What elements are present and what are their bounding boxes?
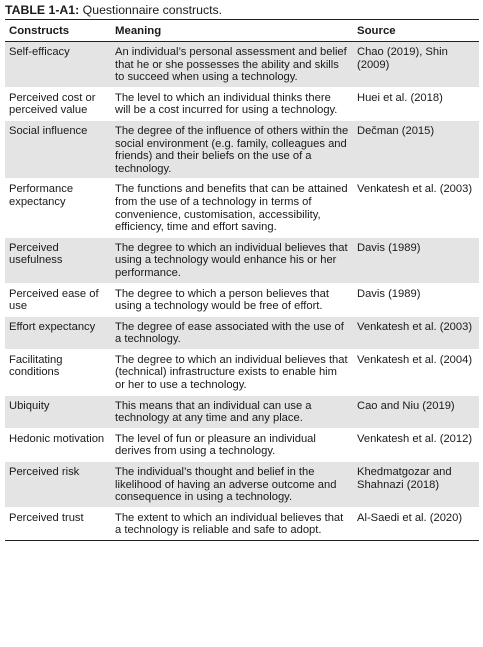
table-caption bbox=[5, 3, 480, 19]
table-row bbox=[5, 507, 479, 540]
construct-cell: Facilitating conditions bbox=[5, 349, 111, 395]
meaning-cell: An individual’s personal assessment and belief that he or she possesses the ability and skills to succeed when using a technology. bbox=[111, 42, 353, 88]
meaning-cell: The level of fun or pleasure an individual derives from using a technology. bbox=[111, 428, 353, 461]
source-cell: Chao (2019), Shin (2009) bbox=[353, 42, 479, 88]
meaning-cell: The individual’s thought and belief in the likelihood of having an adverse outcome and consequence in using a technology. bbox=[111, 462, 353, 508]
meaning-cell: The level to which an individual thinks there will be a cost incurred for using a technology. bbox=[111, 87, 353, 120]
meaning-cell: The degree to which a person believes that using a technology would be free of effort. bbox=[111, 283, 353, 316]
header-row bbox=[5, 20, 479, 42]
header-constructs: Constructs bbox=[5, 20, 111, 42]
table-row bbox=[5, 349, 479, 395]
source-cell: Venkatesh et al. (2003) bbox=[353, 316, 479, 349]
table-caption-label: TABLE 1-A1: bbox=[5, 3, 80, 17]
table-header bbox=[5, 20, 479, 42]
table-row bbox=[5, 283, 479, 316]
meaning-cell: The degree to which an individual believes that (technical) infrastructure exists to enable him or her to use a technology. bbox=[111, 349, 353, 395]
meaning-cell: The degree of ease associated with the use of a technology. bbox=[111, 316, 353, 349]
construct-cell: Perceived cost or perceived value bbox=[5, 87, 111, 120]
source-cell: Venkatesh et al. (2003) bbox=[353, 179, 479, 237]
meaning-cell: The extent to which an individual believes that a technology is reliable and safe to adopt. bbox=[111, 507, 353, 540]
source-cell: Al-Saedi et al. (2020) bbox=[353, 507, 479, 540]
table-row bbox=[5, 179, 479, 237]
meaning-cell: The degree to which an individual believes that using a technology would enhance his or her performance. bbox=[111, 237, 353, 283]
meaning-cell: The functions and benefits that can be attained from the use of a technology in terms of convenience, customisation, accessibility, efficiency, time and effort saving. bbox=[111, 179, 353, 237]
header-meaning: Meaning bbox=[111, 20, 353, 42]
construct-cell: Perceived ease of use bbox=[5, 283, 111, 316]
construct-cell: Ubiquity bbox=[5, 395, 111, 428]
source-cell: Venkatesh et al. (2004) bbox=[353, 349, 479, 395]
construct-cell: Performance expectancy bbox=[5, 179, 111, 237]
meaning-cell: The degree of the influence of others within the social environment (e.g. family, colleagues and friends) and their beliefs on the use of a technology. bbox=[111, 120, 353, 178]
source-cell: Davis (1989) bbox=[353, 283, 479, 316]
table-row bbox=[5, 87, 479, 120]
construct-cell: Perceived trust bbox=[5, 507, 111, 540]
construct-cell: Hedonic motivation bbox=[5, 428, 111, 461]
table-row bbox=[5, 316, 479, 349]
table-row bbox=[5, 462, 479, 508]
construct-cell: Perceived risk bbox=[5, 462, 111, 508]
meaning-cell: This means that an individual can use a technology at any time and any place. bbox=[111, 395, 353, 428]
table-row bbox=[5, 237, 479, 283]
source-cell: Khedmatgozar and Shahnazi (2018) bbox=[353, 462, 479, 508]
construct-cell: Effort expectancy bbox=[5, 316, 111, 349]
table-row bbox=[5, 395, 479, 428]
construct-cell: Self-efficacy bbox=[5, 42, 111, 88]
table-row bbox=[5, 120, 479, 178]
source-cell: Davis (1989) bbox=[353, 237, 479, 283]
construct-cell: Perceived usefulness bbox=[5, 237, 111, 283]
table-row bbox=[5, 428, 479, 461]
source-cell: Dečman (2015) bbox=[353, 120, 479, 178]
table-body bbox=[5, 42, 479, 541]
construct-cell: Social influence bbox=[5, 120, 111, 178]
constructs-table bbox=[5, 19, 479, 541]
source-cell: Huei et al. (2018) bbox=[353, 87, 479, 120]
source-cell: Venkatesh et al. (2012) bbox=[353, 428, 479, 461]
table-row bbox=[5, 42, 479, 88]
table-caption-text: Questionnaire constructs. bbox=[79, 3, 223, 17]
header-source: Source bbox=[353, 20, 479, 42]
source-cell: Cao and Niu (2019) bbox=[353, 395, 479, 428]
